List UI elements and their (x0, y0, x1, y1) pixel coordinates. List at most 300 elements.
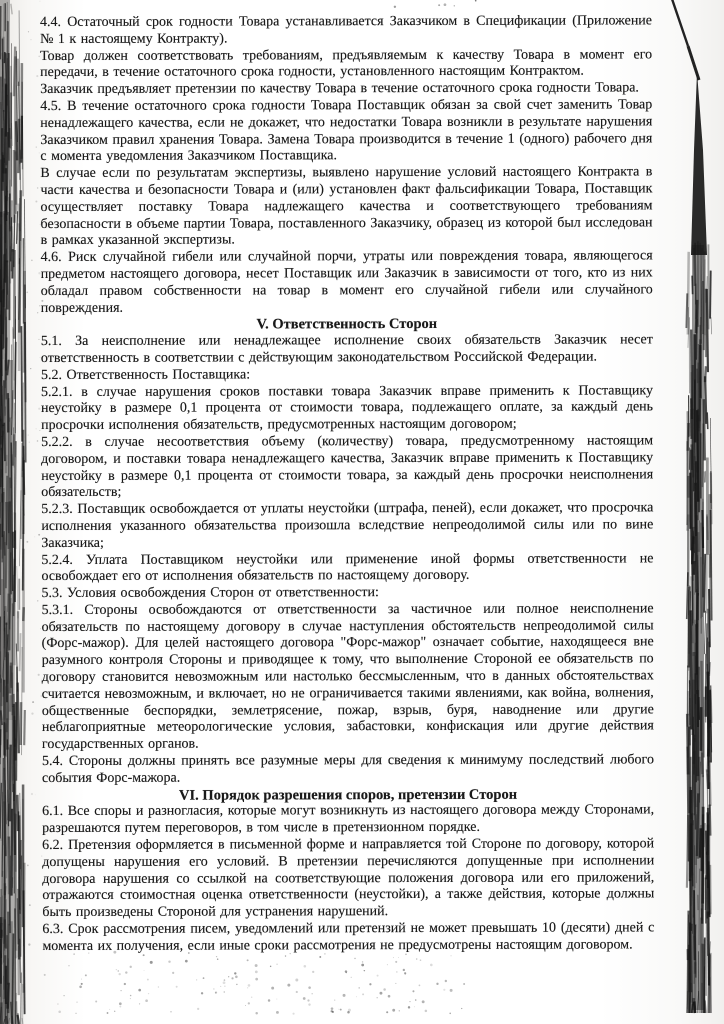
scan-streak (16, 85, 17, 240)
scan-speck (285, 955, 286, 956)
scan-streak (15, 1010, 16, 1024)
scan-speck (445, 980, 447, 982)
scan-streak (4, 281, 5, 321)
scan-streak (13, 328, 14, 380)
scan-streak (698, 951, 699, 1013)
scan-speck (114, 1011, 115, 1012)
scan-streak (2, 395, 3, 487)
scan-speck (338, 1009, 339, 1010)
scan-streak (690, 879, 691, 992)
scan-streak (695, 381, 696, 485)
scan-streak (4, 845, 5, 963)
contract-paragraph: 6.3. Срок рассмотрения писем, уведомлений или претензий не может превышать 10 (десяти) дней с момента их получения, если иные сроки рассмотрения не предусмотрены настоящим договором. (42, 920, 655, 954)
scan-speck (119, 1006, 121, 1008)
scan-speck (215, 992, 217, 994)
scan-speck (201, 992, 203, 994)
scan-speck (404, 972, 406, 974)
scan-streak (688, 590, 689, 671)
scan-speck (37, 600, 38, 601)
scan-speck (343, 994, 346, 997)
scan-streak (2, 958, 3, 1024)
scan-streak (701, 661, 702, 774)
scan-speck (107, 1012, 109, 1014)
scan-speck (85, 974, 87, 976)
fold-wedge (691, 72, 707, 255)
scan-speck (231, 977, 233, 979)
scan-streak (2, 128, 3, 182)
scan-streak (10, 478, 11, 595)
scan-streak (697, 415, 698, 472)
scan-speck (247, 959, 249, 961)
scan-speck (408, 1006, 410, 1008)
scan-streak (687, 815, 688, 888)
scan-streak (698, 667, 699, 781)
scan-streak (4, 354, 5, 434)
scan-streak (8, 983, 9, 1009)
scan-speck (271, 987, 274, 990)
scan-speck (295, 978, 298, 981)
scan-streak (702, 753, 703, 778)
scan-streak (16, 51, 17, 142)
scan-streak (14, 47, 15, 97)
scan-streak (17, 898, 18, 944)
scan-streak (701, 248, 702, 344)
scan-streak (687, 991, 688, 1013)
left-scan-band (0, 0, 10, 360)
scan-streak (8, 21, 9, 161)
scan-streak (11, 1002, 12, 1024)
scan-speck (213, 989, 214, 990)
scan-streak (697, 515, 698, 620)
scan-streak (704, 938, 705, 1013)
scan-streak (14, 214, 15, 267)
contract-paragraph: 5.1. За неисполнение или ненадлежащее исполнение своих обязательств Заказчик несет ответственность в соответствии с действующим законодательством Российской Федерации. (40, 332, 653, 366)
scan-streak (710, 941, 711, 954)
scan-streak (20, 633, 21, 671)
scan-streak (2, 660, 3, 678)
scan-streak (688, 911, 689, 1013)
scan-speck (30, 368, 31, 369)
scan-speck (419, 984, 421, 986)
scan-speck (217, 958, 218, 959)
scan-streak (5, 119, 6, 256)
scan-speck (308, 1003, 310, 1005)
scan-streak (692, 547, 693, 656)
scan-streak (704, 554, 705, 613)
scan-speck (340, 1009, 342, 1011)
scan-speck (248, 984, 251, 987)
scan-streak (24, 271, 25, 373)
scan-streak (0, 368, 1, 405)
scan-streak (711, 317, 712, 334)
scan-streak (709, 662, 710, 676)
scan-streak (710, 690, 711, 762)
scan-streak (710, 760, 711, 806)
scan-streak (688, 600, 689, 654)
scan-speck (409, 1001, 410, 1002)
scan-streak (693, 717, 694, 815)
scan-streak (706, 623, 707, 699)
scan-streak (690, 409, 691, 436)
scan-speck (196, 979, 197, 980)
scan-streak (1, 311, 2, 428)
scan-speck (362, 961, 363, 962)
scan-streak (13, 327, 14, 468)
scan-streak (3, 611, 4, 697)
scan-streak (707, 516, 708, 613)
contract-paragraph: Товар должен соответствовать требованиям, предъявляемым к качеству Товара в момент его передачи, в течение остаточного срока годности, установленного настоящим Контрактом. (40, 46, 653, 81)
scan-streak (704, 251, 705, 350)
scan-speck (450, 955, 451, 956)
scan-speck (319, 956, 321, 958)
scan-speck (150, 961, 153, 964)
scan-streak (3, 535, 4, 649)
scan-streak (689, 932, 690, 992)
scan-streak (19, 82, 20, 180)
scan-speck (144, 970, 145, 971)
scan-speck (57, 1003, 59, 1005)
scan-streak (6, 836, 7, 878)
scan-streak (708, 861, 709, 917)
scan-streak (687, 514, 688, 530)
scan-streak (25, 285, 26, 403)
scan-streak (18, 119, 19, 173)
scan-streak (21, 326, 22, 442)
scan-streak (2, 492, 3, 562)
scan-speck (430, 964, 433, 967)
scan-streak (5, 380, 6, 461)
scan-streak (704, 399, 705, 460)
scan-speck (392, 1009, 395, 1012)
scan-streak (3, 917, 4, 944)
scan-speck (276, 998, 277, 999)
scan-streak (0, 335, 1, 489)
scan-streak (22, 1018, 23, 1024)
scan-speck (235, 975, 238, 978)
scan-speck (362, 993, 364, 995)
scan-streak (694, 248, 695, 286)
scan-streak (2, 53, 3, 87)
scan-speck (130, 966, 132, 968)
scan-speck (307, 999, 309, 1001)
contract-paragraph: 4.4. Остаточный срок годности Товара устанавливается Заказчиком в Спецификации (Приложение № 1 к настоящему Контракту). (40, 13, 653, 47)
scan-speck (236, 984, 237, 985)
scan-speck (38, 674, 40, 676)
scan-speck (449, 1013, 451, 1015)
scan-streak (9, 197, 10, 229)
scan-streak (700, 828, 701, 857)
scan-streak (14, 893, 15, 927)
scan-speck (270, 966, 271, 967)
scan-speck (420, 959, 422, 961)
scan-streak (691, 610, 692, 729)
scan-speck (81, 979, 82, 980)
scan-speck (396, 971, 397, 972)
scan-streak (699, 697, 700, 720)
scan-streak (13, 575, 14, 707)
scan-streak (693, 531, 694, 553)
scan-speck (312, 971, 314, 973)
scan-streak (691, 504, 692, 575)
scan-streak (3, 289, 4, 349)
scan-streak (688, 46, 699, 80)
scan-streak (710, 977, 711, 1013)
scan-streak (697, 593, 698, 675)
scan-speck (36, 428, 37, 429)
scan-streak (711, 473, 712, 525)
scan-streak (706, 852, 707, 956)
scan-streak (14, 694, 15, 747)
scan-streak (7, 132, 8, 215)
scan-speck (444, 3, 447, 6)
scan-streak (18, 204, 19, 232)
scan-streak (5, 308, 6, 399)
scan-streak (23, 500, 24, 516)
scan-streak (8, 804, 9, 821)
scan-speck (308, 986, 311, 989)
scan-streak (1, 448, 2, 487)
scan-streak (694, 813, 695, 888)
scan-streak (693, 998, 694, 1013)
scan-streak (696, 300, 697, 333)
scan-speck (436, 983, 438, 985)
scan-streak (699, 399, 700, 513)
section-heading: VI. Порядок разрешения споров, претензии Сторон (179, 786, 518, 804)
scan-streak (21, 443, 22, 539)
scan-streak (12, 933, 13, 1024)
scan-speck (383, 988, 386, 991)
scan-streak (8, 1018, 9, 1024)
scan-speck (27, 865, 29, 867)
scan-speck (251, 997, 252, 998)
scan-speck (215, 993, 216, 994)
scan-streak (707, 412, 708, 429)
scan-streak (687, 572, 688, 619)
scan-streak (689, 992, 690, 1013)
scan-streak (6, 196, 7, 221)
scan-streak (690, 790, 691, 881)
scan-speck (139, 1003, 140, 1004)
scan-streak (15, 813, 16, 950)
scan-streak (5, 780, 6, 824)
scan-streak (18, 59, 19, 86)
scan-streak (701, 825, 702, 870)
scan-streak (9, 837, 10, 934)
scan-speck (296, 991, 298, 993)
scan-streak (11, 4, 12, 15)
scan-speck (399, 1010, 400, 1011)
scan-speck (220, 986, 221, 987)
scan-speck (130, 998, 131, 999)
scan-speck (395, 961, 397, 963)
scan-streak (708, 808, 709, 915)
scan-streak (688, 585, 689, 615)
scan-streak (702, 510, 703, 548)
scan-streak (21, 116, 22, 163)
scan-speck (292, 1013, 294, 1015)
scan-speck (58, 1010, 61, 1013)
scan-speck (63, 995, 64, 996)
scan-streak (13, 427, 14, 538)
scan-speck (228, 976, 229, 977)
scan-streak (689, 727, 690, 813)
scan-speck (255, 1012, 257, 1014)
scan-streak (19, 811, 20, 909)
scan-speck (312, 993, 313, 994)
scan-streak (15, 702, 16, 760)
scan-speck (268, 999, 270, 1001)
scan-streak (5, 606, 6, 625)
scan-streak (686, 293, 687, 328)
scan-streak (7, 360, 8, 376)
scan-streak (4, 810, 5, 845)
scan-streak (5, 969, 6, 1024)
scan-speck (117, 970, 119, 972)
scan-speck (331, 1007, 334, 1010)
scan-streak (11, 226, 12, 252)
scan-streak (23, 607, 24, 621)
scan-speck (95, 1000, 97, 1002)
scan-streak (7, 191, 8, 202)
scan-speck (393, 957, 394, 958)
scan-speck (125, 971, 127, 973)
scan-streak (707, 773, 708, 844)
scan-streak (2, 493, 3, 558)
scan-streak (694, 735, 695, 830)
scan-streak (705, 366, 706, 382)
scan-streak (3, 278, 4, 359)
scan-streak (707, 749, 708, 773)
scan-streak (688, 915, 689, 944)
scan-streak (12, 1016, 13, 1024)
scan-streak (699, 869, 700, 945)
scan-streak (707, 769, 708, 788)
scan-speck (38, 339, 39, 340)
scan-speck (158, 986, 159, 987)
left-scan-band (0, 360, 13, 720)
scan-streak (707, 664, 708, 766)
scan-speck (26, 541, 28, 543)
scan-streak (694, 561, 695, 575)
scan-streak (3, 1019, 4, 1024)
scan-streak (8, 958, 9, 1023)
scan-streak (696, 310, 697, 383)
scan-streak (702, 423, 703, 487)
scan-streak (16, 644, 17, 692)
scan-streak (690, 726, 691, 830)
scan-streak (0, 224, 1, 376)
scan-streak (697, 410, 698, 502)
scan-speck (75, 1013, 76, 1014)
scan-streak (2, 431, 3, 478)
scan-streak (5, 886, 6, 898)
scan-streak (0, 897, 1, 1024)
scan-streak (11, 200, 12, 271)
scan-speck (36, 147, 37, 148)
scan-streak (8, 790, 9, 895)
scan-speck (119, 1002, 122, 1005)
scan-streak (707, 638, 708, 751)
scan-streak (5, 317, 6, 388)
scan-streak (699, 325, 700, 431)
scan-streak (691, 576, 692, 643)
scan-speck (351, 977, 352, 978)
scan-speck (255, 970, 258, 973)
scan-speck (38, 534, 40, 536)
scan-streak (17, 566, 18, 618)
scan-speck (35, 200, 37, 202)
scan-streak (6, 502, 7, 545)
section-heading: V. Ответственность Сторон (256, 316, 438, 333)
scan-streak (697, 623, 698, 727)
scan-streak (19, 223, 20, 371)
scan-streak (5, 628, 6, 757)
scan-streak (5, 686, 6, 719)
scan-streak (8, 502, 9, 549)
scan-streak (10, 552, 11, 629)
scan-speck (398, 957, 399, 958)
scan-speck (331, 1010, 333, 1012)
scan-streak (19, 258, 20, 320)
scan-speck (414, 1006, 415, 1007)
scan-speck (255, 978, 258, 981)
scan-streak (695, 751, 696, 865)
scan-streak (12, 809, 13, 896)
scan-speck (247, 987, 248, 988)
scan-streak (19, 10, 20, 164)
scan-streak (5, 723, 6, 758)
scan-speck (461, 1008, 462, 1009)
scan-speck (450, 989, 453, 992)
scan-streak (5, 919, 6, 948)
scan-speck (26, 291, 28, 293)
scan-streak (704, 611, 705, 654)
scan-streak (1, 280, 2, 437)
scan-streak (6, 476, 7, 589)
scan-streak (710, 418, 711, 509)
scan-streak (7, 634, 8, 652)
scan-speck (346, 972, 347, 973)
scan-streak (695, 456, 696, 562)
scan-speck (422, 1000, 425, 1003)
scan-streak (4, 158, 5, 243)
scan-speck (332, 1011, 334, 1013)
scan-streak (4, 531, 5, 555)
scan-streak (693, 820, 694, 933)
scan-streak (709, 954, 710, 1013)
scan-streak (5, 616, 6, 657)
scan-streak (10, 598, 11, 624)
scan-streak (694, 890, 695, 960)
scan-streak (2, 792, 3, 924)
scan-streak (10, 93, 11, 232)
scan-speck (388, 995, 391, 998)
scan-speck (37, 440, 39, 442)
scan-speck (364, 970, 365, 971)
scan-speck (147, 979, 149, 981)
scan-streak (22, 647, 23, 755)
scan-streak (1, 710, 2, 725)
scan-speck (369, 983, 371, 985)
scan-streak (4, 110, 5, 221)
scan-streak (711, 510, 712, 620)
scan-streak (22, 121, 23, 197)
scan-streak (1, 469, 2, 549)
scan-streak (710, 271, 711, 319)
scan-streak (691, 330, 692, 420)
scan-streak (16, 1001, 17, 1024)
scan-streak (15, 342, 16, 399)
